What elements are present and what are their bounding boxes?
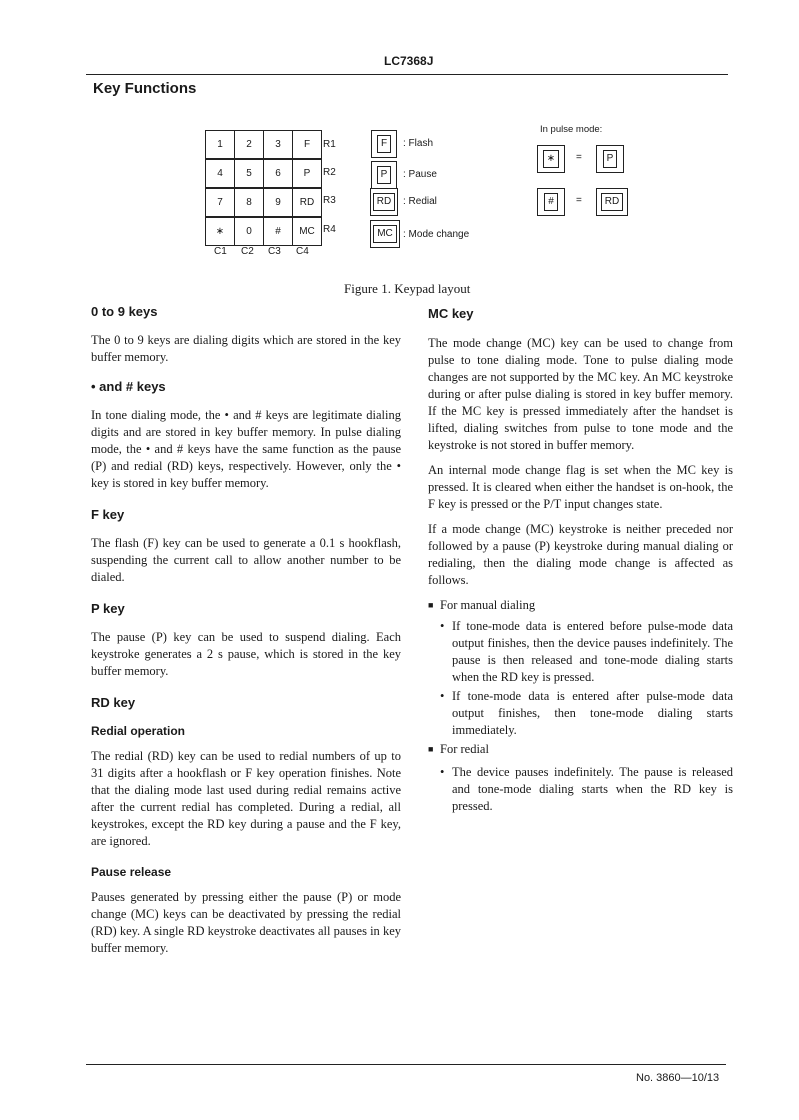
- key-rd: RD: [292, 188, 322, 217]
- heading-star-hash-keys: • and # keys: [91, 379, 166, 394]
- key-4: 4: [205, 159, 235, 188]
- legend-key-p: P: [371, 161, 397, 189]
- pulse-mode-title: In pulse mode:: [540, 124, 603, 135]
- figure-caption: Figure 1. Keypad layout: [344, 281, 471, 296]
- row-label: R1: [323, 139, 336, 150]
- legend-text: : Mode change: [403, 229, 470, 240]
- row-label: R2: [323, 167, 336, 178]
- pulse-key-p: P: [596, 145, 624, 173]
- pulse-key-rd: RD: [596, 188, 628, 216]
- pulse-key-star: ∗: [537, 145, 565, 173]
- heading-p-key: P key: [91, 601, 125, 616]
- heading-redial-operation: Redial operation: [91, 724, 186, 738]
- header-rule: [86, 74, 728, 75]
- key-mc: MC: [292, 217, 322, 246]
- key-star: ∗: [205, 217, 235, 246]
- left-column: [91, 303, 401, 965]
- legend-text: : Redial: [403, 196, 437, 207]
- keypad-row: [205, 217, 321, 246]
- legend-key-rd: RD: [370, 188, 398, 216]
- key-9: 9: [263, 188, 293, 217]
- key-0: 0: [234, 217, 264, 246]
- list-item: • If tone-mode data is entered after pulse-mode data output finishes, then tone-mode dialing starts immediately.: [428, 688, 733, 739]
- paragraph: An internal mode change flag is set when the MC key is pressed. It is cleared when either the handset is on-hook, the F key is pressed or the P/T input changes state.: [428, 463, 733, 511]
- key-f: F: [292, 130, 322, 159]
- legend-text: : Pause: [403, 169, 437, 180]
- key-8: 8: [234, 188, 264, 217]
- keypad-row: [205, 159, 321, 188]
- equals-sign: =: [576, 195, 582, 206]
- footer-rule: [86, 1064, 726, 1065]
- keypad-row: [205, 188, 321, 217]
- key-6: 6: [263, 159, 293, 188]
- key-2: 2: [234, 130, 264, 159]
- paragraph: The 0 to 9 keys are dialing digits which are stored in the key buffer memory.: [91, 333, 401, 364]
- key-hash: #: [263, 217, 293, 246]
- keypad-row: [205, 130, 321, 159]
- legend-key-f: F: [371, 130, 397, 158]
- heading-0-9-keys: 0 to 9 keys: [91, 304, 158, 319]
- list-item: • The device pauses indefinitely. The pause is released and tone-mode dialing starts when the RD key is pressed.: [428, 764, 733, 815]
- paragraph: In tone dialing mode, the • and # keys are legitimate dialing digits and are stored in key buffer memory. In pulse dialing mode, the • and # keys have the same function as the pause (P) and redial (RD) keys, respectively. However, only the • key is stored in key buffer memory.: [91, 408, 401, 490]
- row-label: R4: [323, 224, 336, 235]
- column-label: C3: [268, 246, 281, 257]
- heading-mc-key: MC key: [428, 306, 474, 321]
- paragraph: The pause (P) key can be used to suspend dialing. Each keystroke generates a 2 s pause, which is stored in the key buffer memory.: [91, 630, 401, 678]
- section-title: Key Functions: [93, 80, 197, 97]
- equals-sign: =: [576, 152, 582, 163]
- heading-pause-release: Pause release: [91, 865, 172, 879]
- key-3: 3: [263, 130, 293, 159]
- paragraph: Pauses generated by pressing either the pause (P) or mode change (MC) keys can be deactivated by pressing the redial (RD) key. A single RD keystroke deactivates all pauses in key buffer memory.: [91, 890, 401, 955]
- heading-rd-key: RD key: [91, 695, 136, 710]
- paragraph: If a mode change (MC) keystroke is neither preceded nor followed by a pause (P) keystroke during manual dialing or redialing, then the dialing mode change is affected as follows.: [428, 522, 733, 587]
- right-column: [428, 305, 733, 817]
- list-item: • If tone-mode data is entered before pulse-mode data output finishes, then the device pauses indefinitely. The pause is then released and tone-mode dialing starts when the RD key is pressed.: [428, 618, 733, 686]
- paragraph: The flash (F) key can be used to generate a 0.1 s hookflash, suspending the current call to allow another number to be dialed.: [91, 536, 401, 584]
- paragraph: The redial (RD) key can be used to redial numbers of up to 31 digits after a hookflash or F key operation finishes. Note that the dialing mode last used during redial remains active after the current redial has completed. During a redial, all keystrokes, except the RD key during a pause and the F key, are ignored.: [91, 749, 401, 848]
- row-label: R3: [323, 195, 336, 206]
- list-item: ■ For redial: [428, 741, 733, 758]
- column-label: C1: [214, 246, 227, 257]
- pulse-key-hash: #: [537, 188, 565, 216]
- keypad-grid: [205, 130, 321, 246]
- column-label: C4: [296, 246, 309, 257]
- heading-f-key: F key: [91, 507, 125, 522]
- paragraph: The mode change (MC) key can be used to change from pulse to tone dialing mode. Tone to pulse dialing mode changes are not supported by the MC key. An MC keystroke during or after pulse dialing is stored in key buffer memory. If the MC key is pressed immediately after the handset is lifted, dialing switches from pulse to tone mode and the keystroke is not stored in buffer memory.: [428, 336, 733, 452]
- key-7: 7: [205, 188, 235, 217]
- column-label: C2: [241, 246, 254, 257]
- key-1: 1: [205, 130, 235, 159]
- dialing-list: [428, 597, 733, 815]
- page-number: No. 3860—10/13: [636, 1072, 720, 1084]
- list-item: ■ For manual dialing: [428, 597, 733, 614]
- legend-key-mc: MC: [370, 220, 400, 248]
- legend-text: : Flash: [403, 138, 434, 149]
- key-5: 5: [234, 159, 264, 188]
- key-p: P: [292, 159, 322, 188]
- part-number: LC7368J: [384, 54, 434, 68]
